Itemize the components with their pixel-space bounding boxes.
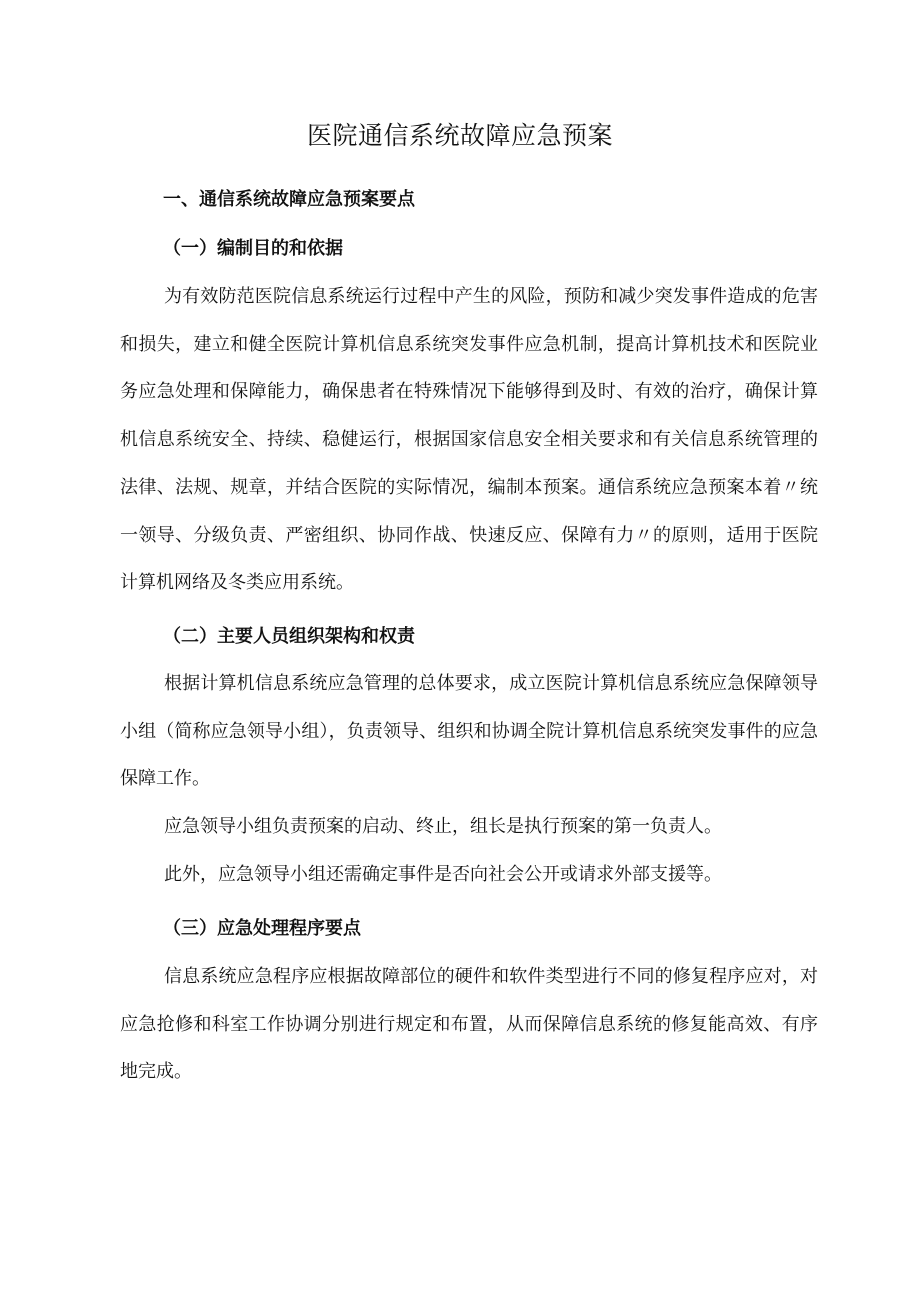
section-heading-1: 一、通信系统故障应急预案要点: [163, 189, 415, 210]
paragraph-organization: 根据计算机信息系统应急管理的总体要求，成立医院计算机信息系统应急保障领导小组（简称应急领导小组），负责领导、组织和协调全院计算机信息系统突发事件的应急保障工作。: [120, 673, 818, 790]
subsection-heading-3: （三）应急处理程序要点: [163, 918, 361, 939]
paragraph-responsibility: 应急领导小组负责预案的启动、终止，组长是执行预案的第一负责人。: [164, 816, 722, 837]
paragraph-purpose: 为有效防范医院信息系统运行过程中产生的风险，预防和减少突发事件造成的危害和损失，建立和健全医院计算机信息系统突发事件应急机制，提高计算机技术和医院业务应急处理和保障能力，确保患者在特殊情况下能够得到及时、有效的治疗，确保计算机信息系统安全、持续、稳健运行，根据国家信息安全相关要求和有关信息系统管理的法律、法规、规章，并结合医院的实际情况，编制本预案。通信系统应急预案本着〃统一领导、分级负责、严密组织、协同作战、快速反应、保障有力〃的原则，适用于医院计算机网络及冬类应用系统。: [120, 286, 818, 594]
paragraph-disclosure: 此外，应急领导小组还需确定事件是否向社会公开或请求外部支援等。: [164, 864, 722, 885]
subsection-heading-1: （一）编制目的和依据: [163, 238, 343, 259]
document-title: 医院通信系统故障应急预案: [306, 121, 613, 150]
paragraph-procedure: 信息系统应急程序应根据故障部位的硬件和软件类型进行不同的修复程序应对，对应急抢修和科室工作协调分别进行规定和布置，从而保障信息系统的修复能高效、有序地完成。: [120, 966, 818, 1083]
subsection-heading-2: （二）主要人员组织架构和权责: [163, 626, 415, 647]
